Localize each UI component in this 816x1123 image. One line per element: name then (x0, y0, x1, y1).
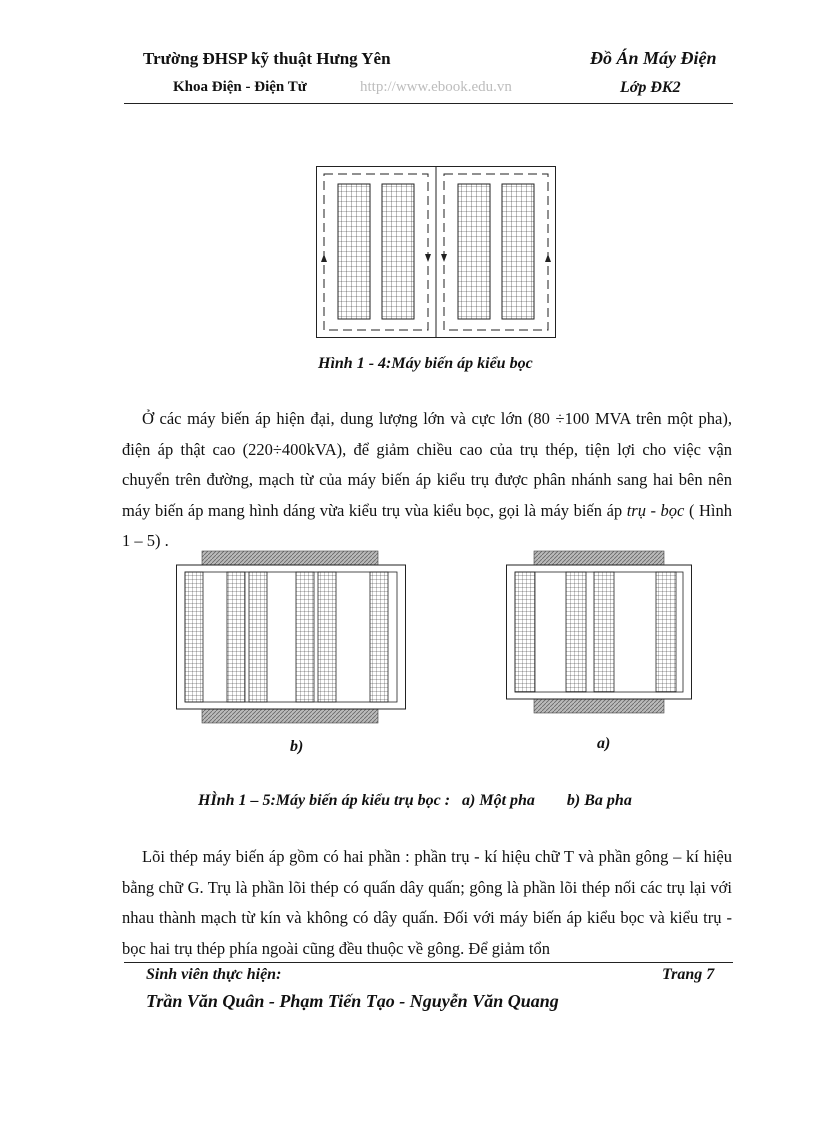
paragraph-emphasis: trụ - bọc (626, 500, 685, 520)
department-name: Khoa Điện - Điện Tử (173, 79, 307, 95)
paragraph-text-a: Ở các máy biến áp hiện đại, dung lượng lớn và cực lớn (80 ÷100 MVA trên một pha), điện áp thật cao (220÷400kVA), để giảm chiều cao của trụ thép, tiện lợi cho việc vận chuyển trên đường, mạch từ của máy biến áp kiểu trụ được phân nhánh sang hai bên nên máy biến áp mang hình dáng vừa kiểu trụ vùa kiểu bọc, gọi là máy biến áp (122, 409, 732, 520)
figure-caption-1-4: Hình 1 - 4:Máy biến áp kiểu bọc (318, 355, 533, 372)
paragraph-core-shell-type (122, 404, 732, 557)
paragraph-text-b: ( Hình 1 – 5) . (122, 500, 732, 550)
school-name: Trường ĐHSP kỹ thuật Hưng Yên (143, 49, 391, 68)
figure-label-a: a) (597, 735, 611, 752)
figure-label-b: b) (290, 738, 304, 755)
footer-divider (124, 962, 733, 963)
class-name: Lớp ĐK2 (620, 79, 681, 96)
page-number: Trang 7 (662, 966, 715, 983)
footer-authors: Trần Văn Quân - Phạm Tiến Tạo - Nguyễn Văn Quang (146, 991, 559, 1011)
single-phase-core-shell-diagram (506, 551, 692, 713)
website-url[interactable]: http://www.ebook.edu.vn (360, 79, 512, 95)
header-divider (124, 103, 733, 104)
three-phase-core-shell-diagram (176, 551, 406, 723)
shell-type-transformer-diagram (316, 166, 556, 338)
project-title: Đồ Án Máy Điện (590, 48, 717, 68)
paragraph-core-parts: Lõi thép máy biến áp gồm có hai phần : phần trụ - kí hiệu chữ T và phần gông – kí hiệu bằng chữ G. Trụ là phần lõi thép có quấn dây quấn; gông là phần lõi thép nối các trụ lại với nhau thành mạch từ kín và không có dây quấn. Đối với máy biến áp kiểu bọc và kiểu trụ - bọc hai trụ thép phía ngoài cũng đều thuộc về gông. Để giảm tổn (122, 847, 732, 958)
figure-caption-1-5: HÌnh 1 – 5:Máy biến áp kiểu trụ bọc : a) Một pha b) Ba pha (198, 792, 632, 809)
footer-student-label: Sinh viên thực hiện: (146, 966, 282, 983)
